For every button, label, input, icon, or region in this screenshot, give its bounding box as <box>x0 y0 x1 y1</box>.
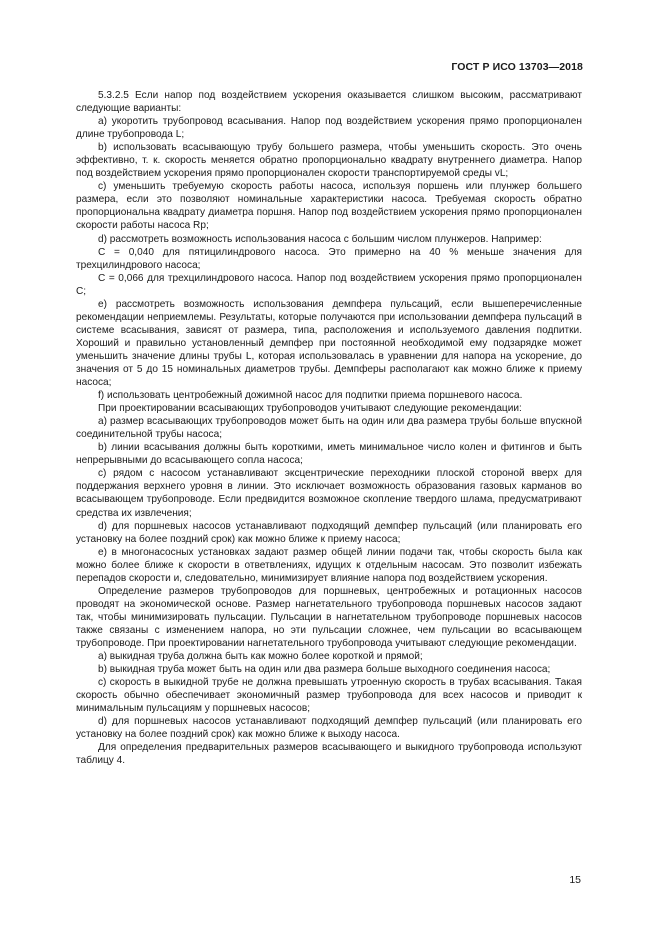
paragraph-suction-e: e) в многонасосных установках задают размер общей линии подачи так, чтобы скорость была как можно более ближе к скорости в ответвлениях, идущих к отдельным насосам. Это позволит избежать перепадов скорости и, следовательно, минимизирует влияние напора под воздействием ускорения. <box>76 546 582 584</box>
paragraph-item-c: c) уменьшить требуемую скорость работы насоса, используя поршень или плунжер большего размера, если это позволяют номинальные характеристики насоса. Требуемая скорость обратно пропорциональна квадрату диаметра поршня. Напор под воздействием ускорения прямо пропорционален скорости работы насоса Rp; <box>76 181 582 232</box>
paragraph-discharge-c: c) скорость в выкидной трубе не должна превышать утроенную скорость в трубах всасывания. Такая скорость обычно обеспечивает экономичный размер трубопровода для всех насосов и приводит к минимальным пульсациям у поршневых насосов; <box>76 677 582 715</box>
paragraph-suction-b: b) линии всасывания должны быть короткими, иметь минимальное число колен и фитингов и быть непрерывными до всасывающего сопла насоса; <box>76 442 582 467</box>
paragraph-table-reference: Для определения предварительных размеров всасывающего и выкидного трубопровода используют таблицу 4. <box>76 742 582 767</box>
paragraph-discharge-b: b) выкидная труба может быть на один или два размера больше выходного соединения насоса; <box>98 664 551 676</box>
page-number: 15 <box>569 874 581 886</box>
paragraph-suction-c: c) рядом с насосом устанавливают эксцентрические переходники плоской стороной вверх для поддержания верхнего уровня в линии. Это исключает возможность образования газовых карманов во всасывающем трубопроводе. Если предвидится возможное скопление твердого шлама, предусматривают средства их извлечения; <box>76 468 582 519</box>
paragraph-item-d: d) рассмотреть возможность использования насоса с большим числом плунжеров. Например: <box>98 233 542 245</box>
paragraph-formula-c-0066: C = 0,066 для трехцилиндрового насоса. Напор под воздействием ускорения прямо пропорционален C; <box>76 272 582 297</box>
paragraph-discharge-a: a) выкидная труба должна быть как можно более короткой и прямой; <box>98 651 423 663</box>
paragraph-item-f: f) использовать центробежный дожимной насос для подпитки приема поршневого насоса. <box>98 390 523 402</box>
paragraph-suction-recommendations: При проектировании всасывающих трубопроводов учитывают следующие рекомендации: <box>98 403 522 415</box>
paragraph-item-a: a) укоротить трубопровод всасывания. Напор под воздействием ускорения прямо пропорционален длине трубопровода L; <box>76 116 582 141</box>
body-text <box>76 89 582 767</box>
paragraph-5-3-2-5: 5.3.2.5 Если напор под воздействием ускорения оказывается слишком высоким, рассматривают следующие варианты: <box>76 90 582 115</box>
paragraph-suction-d: d) для поршневых насосов устанавливают подходящий демпфер пульсаций (или планировать его установку на более поздний срок) как можно ближе к приему насоса; <box>76 520 582 545</box>
paragraph-formula-c-0040: C = 0,040 для пятицилиндрового насоса. Это примерно на 40 % меньше значения для трехцилиндрового насоса; <box>76 246 582 271</box>
paragraph-item-b: b) использовать всасывающую трубу большего размера, чтобы уменьшить скорость. Это очень эффективно, т. к. скорость меняется обратно пропорционально квадрату внутреннего диаметра. Напор под воздействием ускорения прямо пропорционален скорости транспортируемой среды vL; <box>76 142 582 180</box>
paragraph-item-e: e) рассмотреть возможность использования демпфера пульсаций, если вышеперечисленные рекомендации неприемлемы. Результаты, которые получаются при использовании демпфера пульсаций в системе всасывания, зависят от размера, типа, расположения и используемого давления подпитки. Хороший и правильно установленный демпфер при постоянной необходимой ему подзарядке может уменьшить значение длины трубы L, которая использовалась в уравнении для напора на ускорение, до значения от 5 до 15 номинальных диаметров трубы. Демпферы располагают как можно ближе к приему насоса; <box>76 298 582 389</box>
paragraph-discharge-sizing: Определение размеров трубопроводов для поршневых, центробежных и ротационных насосов проводят на экономической основе. Размер нагнетательного трубопровода поршневых насосов задают так, чтобы минимизировать пульсации. Пульсации в нагнетательном трубопроводе поршневых насосов также связаны с изменением напора, но эти пульсации сложнее, чем пульсации во всасывающем трубопроводе. При проектировании нагнетательного трубопровода учитывают следующие рекомендации. <box>76 585 582 649</box>
paragraph-suction-a: a) размер всасывающих трубопроводов может быть на один или два размера трубы больше впускной соединительной трубы насоса; <box>76 416 582 441</box>
paragraph-discharge-d: d) для поршневых насосов устанавливают подходящий демпфер пульсаций (или планировать его установку на более поздний срок) как можно ближе к выходу насоса. <box>76 716 582 741</box>
standard-header: ГОСТ Р ИСО 13703—2018 <box>451 61 583 73</box>
